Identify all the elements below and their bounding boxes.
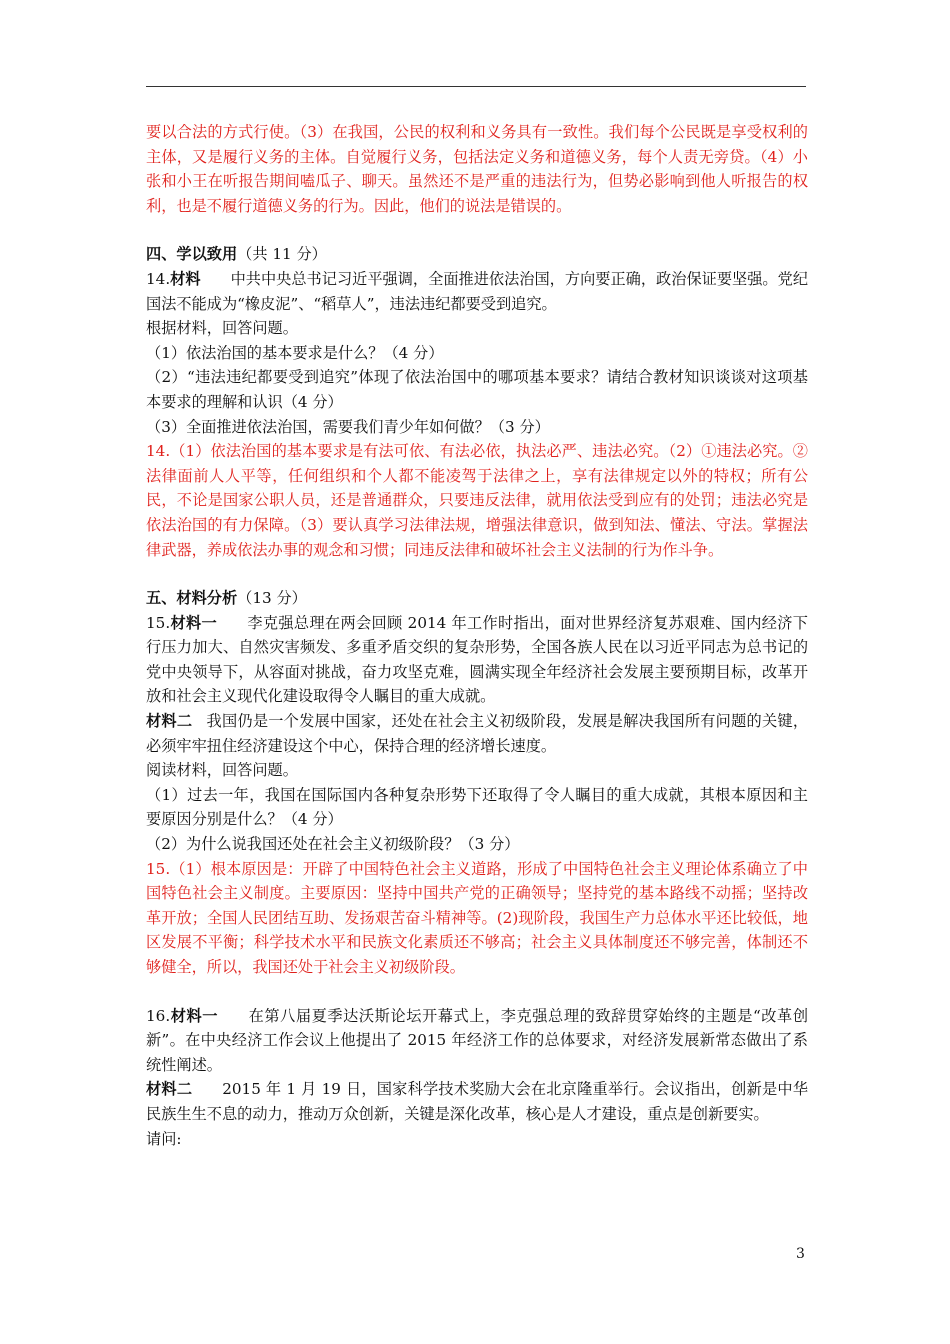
q15-m2-text: 我国仍是一个发展中国家，还处在社会主义初级阶段，发展是解决我国所有问题的关键，必须牢牢扭住经济建设这个中心，保持合理的经济增长速度。	[146, 712, 809, 755]
q16-material-2	[146, 1077, 808, 1126]
section-5-heading	[146, 586, 808, 611]
q16-m1-text: 在第八届夏季达沃斯论坛开幕式上，李克强总理的致辞贯穿始终的主题是“改革创新”。在中央经济工作会议上他提出了 2015 年经济工作的总体要求，对经济发展新常态做出了系统性阐述。	[146, 1006, 809, 1074]
q15-sub1: （1）过去一年，我国在国际国内各种复杂形势下还取得了令人瞩目的重大成就，其根本原因和主要原因分别是什么？（4 分）	[146, 785, 808, 829]
q14-material	[146, 267, 808, 316]
q14-sub3: （3）全面推进依法治国，需要我们青少年如何做？（3 分）	[146, 417, 550, 436]
section-4-title: 四、学以致用	[146, 245, 238, 264]
section-4-score: （共 11 分）	[237, 245, 327, 264]
q14-number: 14.	[146, 269, 171, 288]
q14-material-label: 材料	[170, 269, 201, 288]
q15-m1-label: 材料一	[170, 613, 218, 632]
q15-answer: 15.（1）根本原因是：开辟了中国特色社会主义道路，形成了中国特色社会主义理论体系确立了中国特色社会主义制度。主要原因：坚持中国共产党的正确领导；坚持党的基本路线不动摇；坚持改革开放；全国人民团结互助、发扬艰苦奋斗精神等。(2)现阶段，我国生产力总体水平还比较低，地区发展不平衡；科学技术水平和民族文化素质还不够高；社会主义具体制度还不够完善，体制还不够健全，所以，我国还处于社会主义初级阶段。	[146, 859, 808, 976]
q15-material-2	[146, 709, 808, 758]
page-number: 3	[796, 1246, 805, 1262]
q14-material-text: 中共中央总书记习近平强调，全面推进依法治国，方向要正确，政治保证要坚强。党纪国法不能成为“橡皮泥”、“稻草人”，违法违纪都要受到追究。	[146, 269, 809, 313]
q16-m1-label: 材料一	[170, 1006, 219, 1025]
q15-material-1	[146, 611, 808, 709]
q15-prompt: 阅读材料，回答问题。	[146, 761, 298, 780]
q14-sub1: （1）依法治国的基本要求是什么？（4 分）	[146, 343, 444, 362]
section-4-heading	[146, 242, 808, 267]
q15-number: 15.	[146, 613, 171, 632]
q15-sub2: （2）为什么说我国还处在社会主义初级阶段？（3 分）	[146, 835, 520, 854]
q16-number: 16.	[146, 1006, 171, 1025]
section-5-title: 五、材料分析	[146, 589, 238, 608]
q16-m2-label: 材料二	[146, 1080, 193, 1099]
q15-m1-text: 李克强总理在两会回顾 2014 年工作时指出，面对世界经济复苏艰难、国内经济下行压力加大、自然灾害频发、多重矛盾交织的复杂形势，全国各族人民在以习近平同志为总书记的党中央领导下，从容面对挑战，奋力攻坚克难，圆满实现全年经济社会发展主要预期目标，改革开放和社会主义现代化建设取得令人瞩目的重大成就。	[146, 613, 808, 706]
q16-material-1	[146, 1004, 808, 1078]
page-content	[146, 120, 808, 1151]
q16-m2-text: 2015 年 1 月 19 日，国家科学技术奖励大会在北京隆重举行。会议指出，创新是中华民族生生不息的动力，推动万众创新，关键是深化改革，核心是人才建设，重点是创新要实。	[146, 1080, 809, 1123]
q16-prompt: 请问:	[146, 1129, 182, 1148]
header-rule	[146, 86, 806, 87]
q14-answer: 14.（1）依法治国的基本要求是有法可依、有法必依，执法必严、违法必究。（2）①违法必究。②法律面前人人平等，任何组织和个人都不能凌驾于法律之上，享有法律规定以外的特权；所有公民，不论是国家公职人员，还是普通群众，只要违反法律，就用依法受到应有的处罚；违法必究是依法治国的有力保障。（3）要认真学习法律法规，增强法律意识，做到知法、懂法、守法。掌握法律武器，养成依法办事的观念和习惯；同违反法律和破坏社会主义法制的行为作斗争。	[146, 442, 808, 559]
q14-sub2: （2）“违法违纪都要受到追究”体现了依法治国中的哪项基本要求？请结合教材知识谈谈对这项基本要求的理解和认识（4 分）	[146, 368, 808, 411]
q14-prompt: 根据材料，回答问题。	[146, 319, 298, 338]
answer-13-tail: 要以合法的方式行使。（3）在我国，公民的权利和义务具有一致性。我们每个公民既是享受权利的主体，又是履行义务的主体。自觉履行义务，包括法定义务和道德义务，每个人责无旁贷。（4）小张和小王在听报告期间嗑瓜子、聊天。虽然还不是严重的违法行为，但势必影响到他人听报告的权利，也是不履行道德义务的行为。因此，他们的说法是错误的。	[146, 123, 808, 215]
q15-m2-label: 材料二	[146, 712, 193, 731]
section-5-score: （13 分）	[237, 589, 307, 608]
